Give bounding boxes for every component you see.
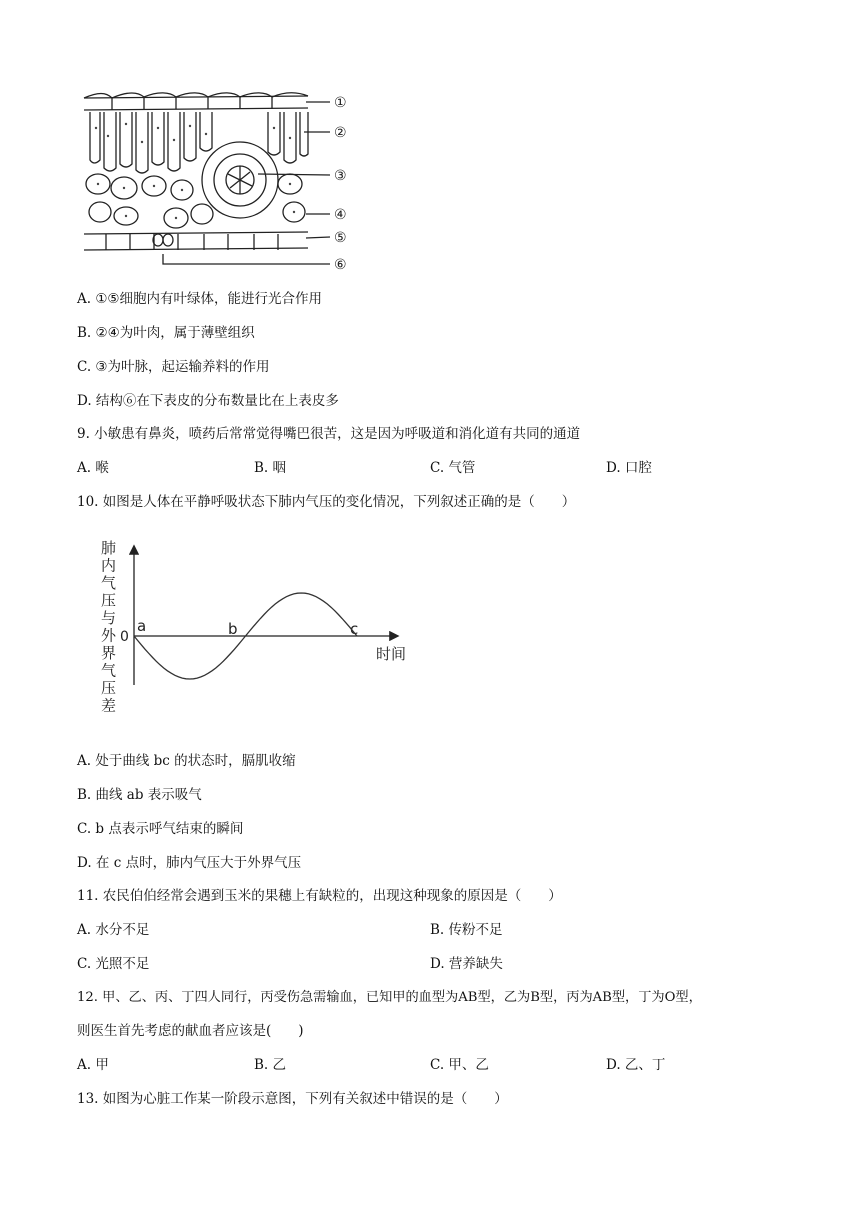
leaf-label-5: ⑤ — [334, 230, 347, 246]
y-axis-label-char: 压 — [101, 679, 117, 697]
q9-option-a: A. 喉 — [77, 460, 109, 476]
x-axis-label: 时间 — [376, 645, 407, 663]
q8-option-a: A. ①⑤细胞内有叶绿体，能进行光合作用 — [77, 291, 323, 307]
point-a-label: a — [137, 617, 147, 635]
y-axis-label-char: 外 — [101, 626, 117, 645]
leaf-label-2: ② — [334, 125, 347, 141]
leaf-label-3: ③ — [334, 168, 347, 184]
q12-option-c: C. 甲、乙 — [430, 1057, 489, 1073]
q12-stem-line2: 则医生首先考虑的献血者应该是( ) — [77, 1023, 304, 1039]
y-axis-label-char: 肺 — [101, 539, 117, 557]
pressure-difference-chart — [95, 535, 415, 730]
q12-option-a: A. 甲 — [77, 1057, 109, 1073]
y-axis-label-char: 界 — [101, 644, 117, 662]
q11-option-b: B. 传粉不足 — [430, 922, 503, 938]
y-axis-label-char: 内 — [101, 556, 117, 575]
leaf-label-1: ① — [334, 95, 347, 111]
q10-option-b: B. 曲线 ab 表示吸气 — [77, 787, 202, 803]
y-axis-label-char: 压 — [101, 591, 117, 610]
q8-option-b: B. ②④为叶肉，属于薄壁组织 — [77, 325, 255, 341]
q11-option-a: A. 水分不足 — [77, 922, 150, 938]
q9-option-d: D. 口腔 — [606, 460, 652, 476]
q11-option-d: D. 营养缺失 — [430, 956, 503, 972]
point-c-label: c — [350, 620, 359, 638]
q13-stem: 13. 如图为心脏工作某一阶段示意图，下列有关叙述中错误的是（ ） — [77, 1091, 508, 1107]
q10-option-a: A. 处于曲线 bc 的状态时，膈肌收缩 — [77, 753, 296, 769]
q11-stem: 11. 农民伯伯经常会遇到玉米的果穗上有缺粒的，出现这种现象的原因是（ ） — [77, 888, 562, 904]
y-axis-label-char: 气 — [101, 574, 117, 592]
q12-stem-line1: 12. 甲、乙、丙、丁四人同行，丙受伤急需输血，已知甲的血型为AB型，乙为B型，丙为AB型，丁为O型， — [77, 990, 702, 1005]
leaf-label-4: ④ — [334, 207, 347, 223]
q11-option-c: C. 光照不足 — [77, 956, 150, 972]
y-axis-label-char: 与 — [101, 609, 117, 627]
point-b-label: b — [228, 620, 238, 638]
q8-option-c: C. ③为叶脉，起运输养料的作用 — [77, 359, 270, 375]
q10-stem: 10. 如图是人体在平静呼吸状态下肺内气压的变化情况，下列叙述正确的是（ ） — [77, 494, 576, 510]
q8-option-d: D. 结构⑥在下表皮的分布数量比在上表皮多 — [77, 393, 339, 409]
q12-option-b: B. 乙 — [254, 1057, 287, 1073]
y-axis-label-char: 差 — [101, 696, 117, 715]
q9-option-b: B. 咽 — [254, 460, 287, 476]
q10-option-d: D. 在 c 点时，肺内气压大于外界气压 — [77, 855, 302, 871]
q9-stem: 9. 小敏患有鼻炎，喷药后常常觉得嘴巴很苦，这是因为呼吸道和消化道有共同的通道 — [77, 426, 581, 442]
q12-option-d: D. 乙、丁 — [606, 1057, 666, 1073]
leaf-cross-section-figure — [78, 88, 368, 278]
q10-option-c: C. b 点表示呼气结束的瞬间 — [77, 821, 244, 837]
origin-zero-label: 0 — [120, 629, 129, 645]
leaf-label-6: ⑥ — [334, 257, 347, 273]
y-axis-label-char: 气 — [101, 661, 117, 680]
q9-option-c: C. 气管 — [430, 460, 476, 476]
